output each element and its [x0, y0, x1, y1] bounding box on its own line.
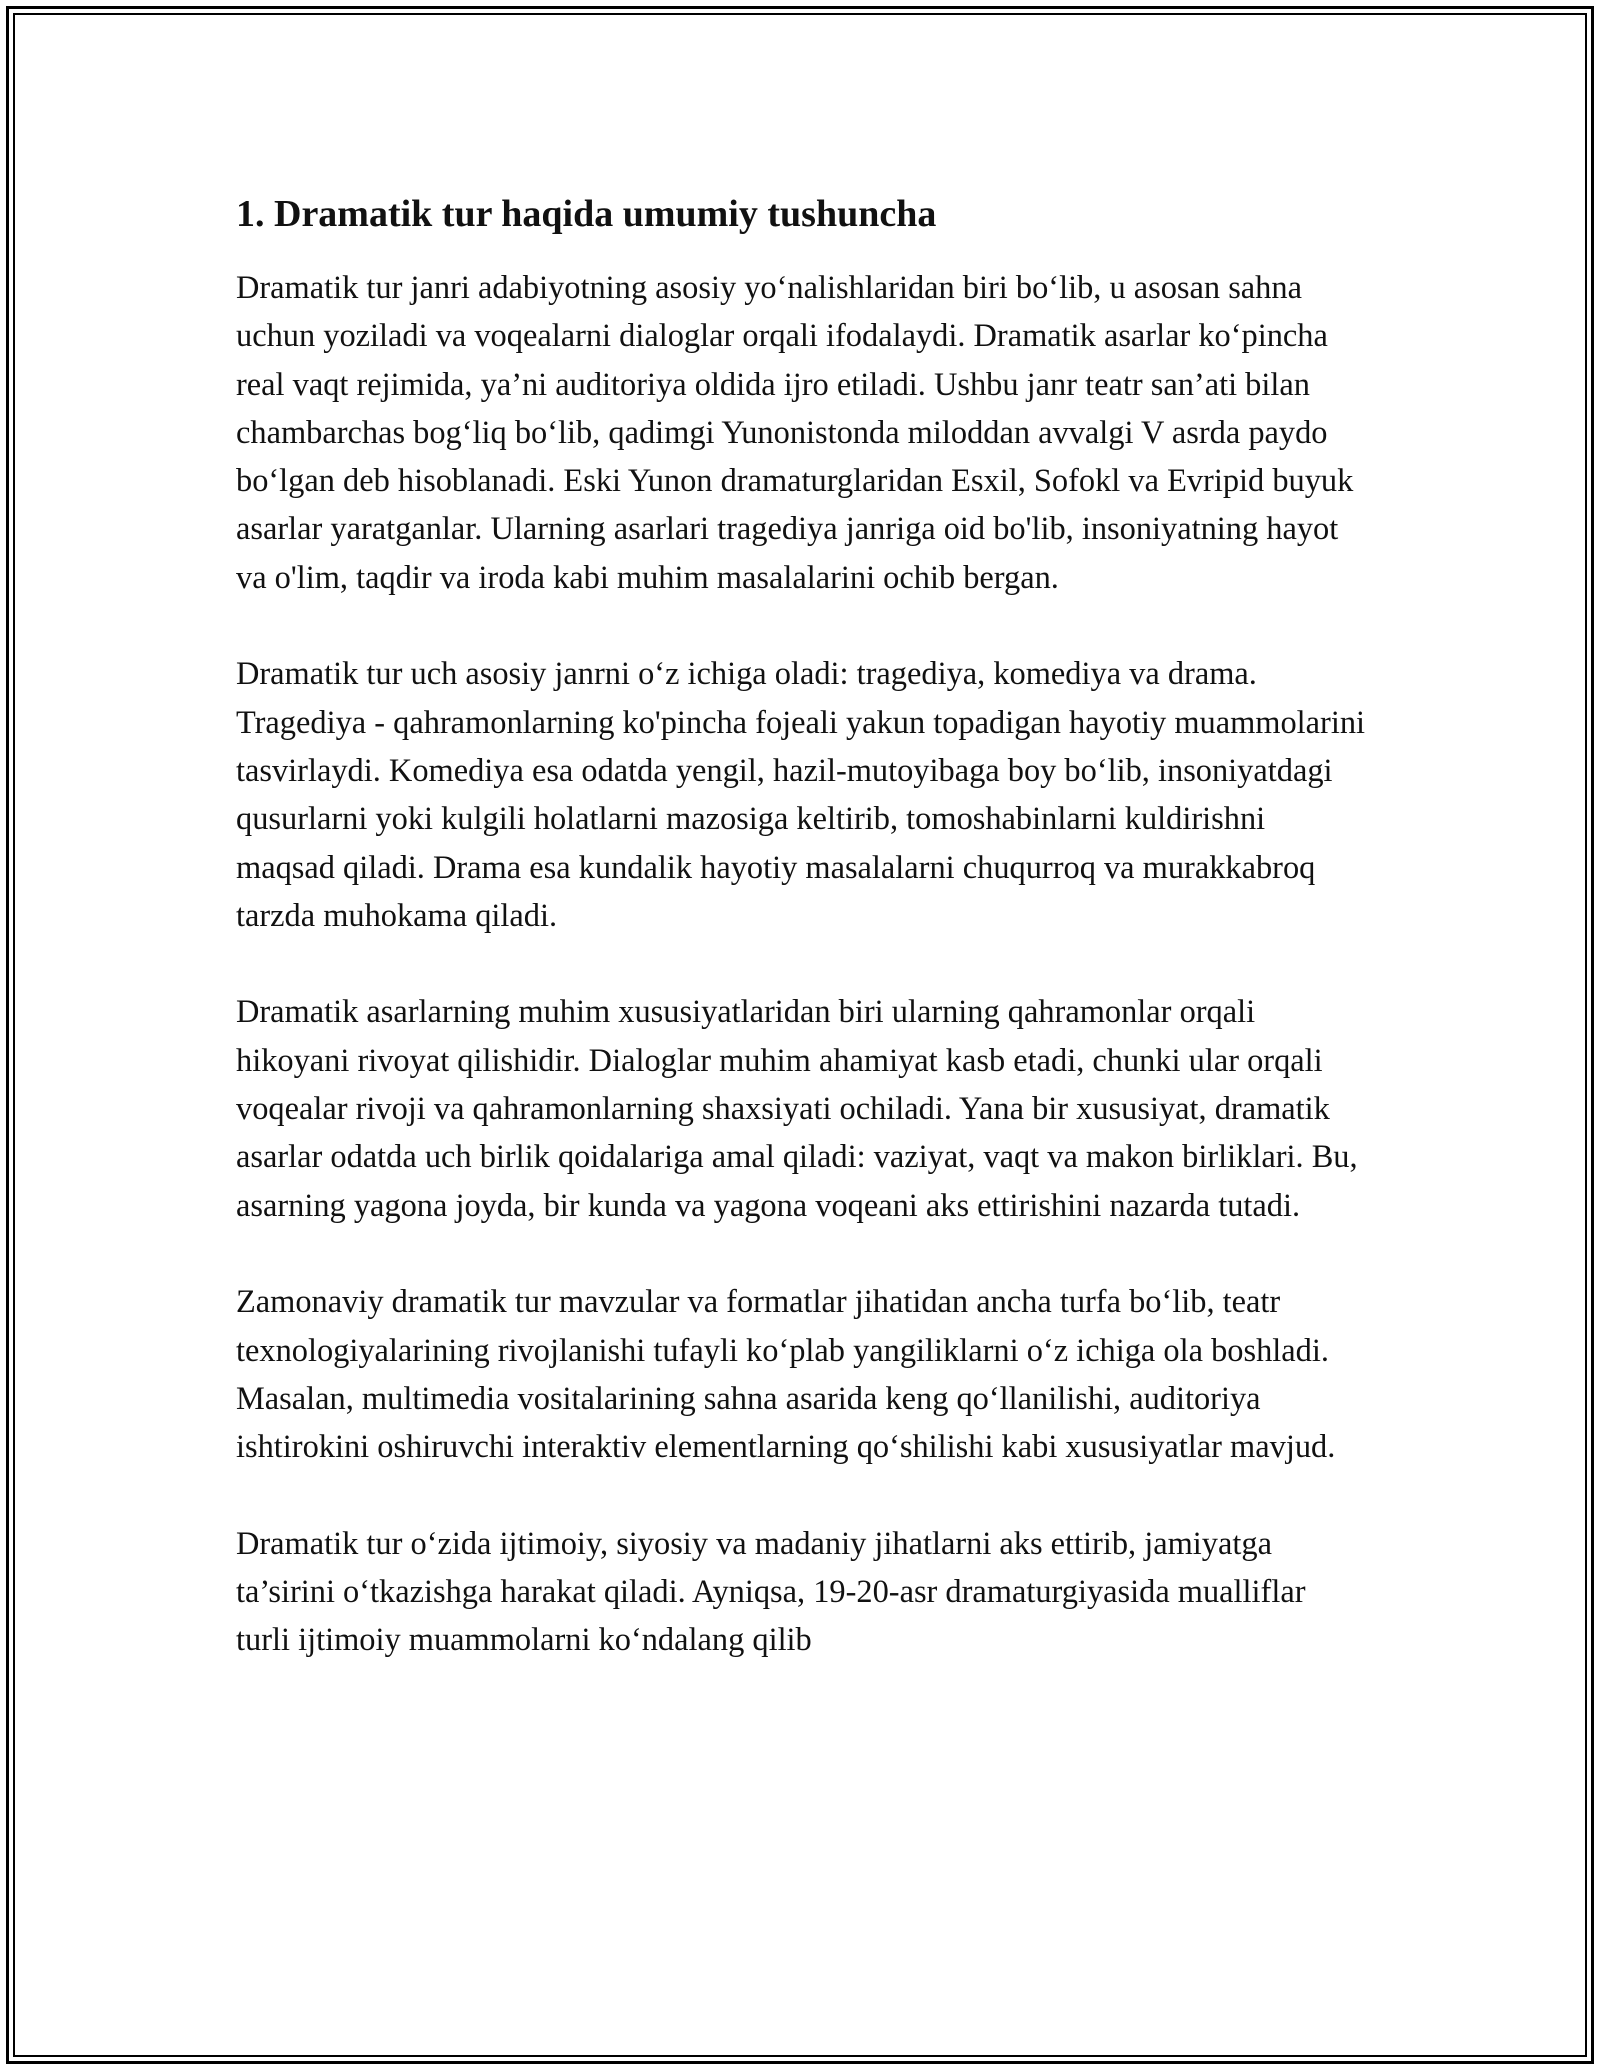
paragraph-features: Dramatik asarlarning muhim xususiyatlaridan biri ularning qahramonlar orqali hikoyani rivoyat qilishidir. Dialoglar muhim ahamiyat kasb etadi, chunki ular orqali voqealar rivoji va qahramonlarning shaxsiyati ochiladi. Yana bir xususiyat, dramatik asarlar odatda uch birlik qoidalariga amal qiladi: vaziyat, vaqt va makon birliklari. Bu, asarning yagona joyda, bir kunda va yagona voqeani aks ettirishini nazarda tutadi. [236, 994, 1358, 1224]
paragraph-social: Dramatik tur o‘zida ijtimoiy, siyosiy va madaniy jihatlarni aks ettirib, jamiyatga ta’sirini o‘tkazishga harakat qiladi. Ayniqsa, 19-20-asr dramaturgiyasida mualliflar turli ijtimoiy muammolarni ko‘ndalang qilib [236, 1525, 1306, 1659]
document-body [236, 186, 1366, 1665]
paragraph-intro: Dramatik tur janri adabiyotning asosiy yo‘nalishlaridan biri bo‘lib, u asosan sahna uchun yoziladi va voqealarni dialoglar orqali ifodalaydi. Dramatik asarlar ko‘pincha real vaqt rejimida, ya’ni auditoriya oldida ijro etiladi. Ushbu janr teatr san’ati bilan chambarchas bog‘liq bo‘lib, qadimgi Yunonistonda miloddan avvalgi V asrda paydo bo‘lgan deb hisoblanadi. Eski Yunon dramaturglaridan Esxil, Sofokl va Evripid buyuk asarlar yaratganlar. Ularning asarlari tragediya janriga oid bo'lib, insoniyatning hayot va o'lim, taqdir va iroda kabi muhim masalalarini ochib bergan. [236, 270, 1354, 596]
paragraph-modern: Zamonaviy dramatik tur mavzular va formatlar jihatidan ancha turfa bo‘lib, teatr texnologiyalarining rivojlanishi tufayli ko‘plab yangiliklarni o‘z ichiga ola boshladi. Masalan, multimedia vositalarining sahna asarida keng qo‘llanilishi, auditoriya ishtirokini oshiruvchi interaktiv elementlarning qo‘shilishi kabi xususiyatlar mavjud. [236, 1284, 1336, 1466]
paragraph-genres: Dramatik tur uch asosiy janrni o‘z ichiga oladi: tragediya, komediya va drama. Tragediya - qahramonlarning ko'pincha fojeali yakun topadigan hayotiy muammolarini tasvirlaydi. Komediya esa odatda yengil, hazil-mutoyibaga boy bo‘lib, insoniyatdagi qusurlarni yoki kulgili holatlarni mazosiga keltirib, tomoshabinlarni kuldirishni maqsad qiladi. Drama esa kundalik hayotiy masalalarni chuqurroq va murakkabroq tarzda muhokama qiladi. [236, 656, 1366, 934]
section-heading: 1. Dramatik tur haqida umumiy tushuncha [236, 193, 937, 235]
